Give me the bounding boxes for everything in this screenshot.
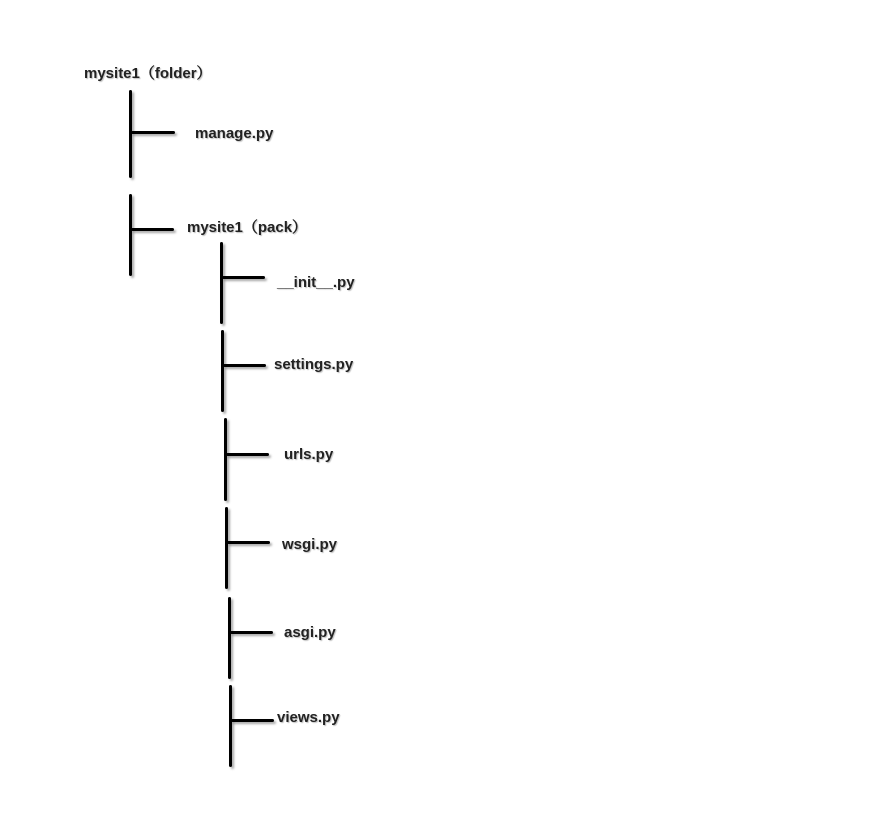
tree-connector-horizontal-urls (226, 453, 269, 456)
file-wsgi-py: wsgi.py (282, 536, 338, 553)
tree-connector-horizontal-manage (131, 131, 175, 134)
file-settings-py: settings.py (274, 356, 354, 373)
tree-connector-horizontal-pack (131, 228, 174, 231)
tree-connector-vertical-wsgi (225, 507, 228, 589)
tree-connector-vertical-settings (221, 330, 224, 412)
package-folder-label: mysite1（pack） (187, 219, 308, 236)
tree-connector-vertical-asgi (228, 597, 231, 679)
tree-connector-vertical-init (220, 242, 223, 324)
file-views-py: views.py (277, 709, 340, 726)
tree-connector-vertical-urls (224, 418, 227, 501)
tree-connector-horizontal-settings (223, 364, 266, 367)
tree-connector-horizontal-asgi (230, 631, 273, 634)
tree-connector-horizontal-views (231, 719, 274, 722)
tree-connector-horizontal-init (222, 276, 265, 279)
file-init-py: __init__.py (277, 274, 355, 291)
file-manage-py: manage.py (195, 125, 274, 142)
tree-connector-horizontal-wsgi (227, 541, 270, 544)
file-urls-py: urls.py (284, 446, 334, 463)
file-asgi-py: asgi.py (284, 624, 336, 641)
root-folder-label: mysite1（folder） (84, 65, 212, 82)
tree-connector-vertical-manage (129, 90, 132, 178)
tree-connector-vertical-pack (129, 194, 132, 276)
tree-connector-vertical-views (229, 685, 232, 767)
